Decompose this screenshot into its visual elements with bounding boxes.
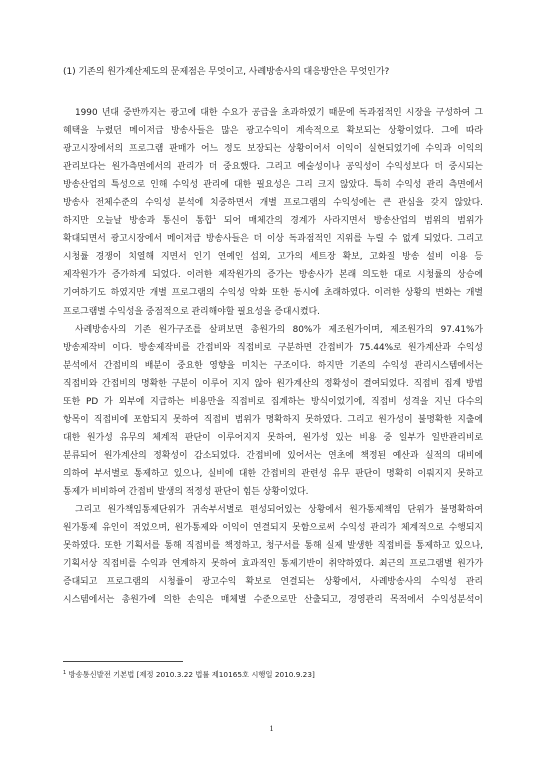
line-text: 분석에서 간접비의 배분이 중요한 영향을 미치는 구조이다. 하지만 기존의 수익성 관리시스템에서는 [63, 360, 483, 371]
paragraph-line [63, 122, 483, 140]
paragraph-line [63, 266, 483, 284]
line-text: 프로그램별 수익성을 중점적으로 관리해야할 필요성을 증대시켰다. [63, 306, 320, 317]
paragraph-line [63, 537, 483, 555]
paragraph-line [63, 212, 483, 230]
footnote-ref: 1 [212, 215, 217, 222]
page-number: 1 [269, 724, 274, 733]
line-text: 시청률 경쟁이 치열해 지면서 인기 연예인 섭외, 고가의 세트장 확보, 고화질 방송 설비 이용 등 [63, 252, 483, 263]
paragraph-line [63, 339, 483, 357]
paragraph-line [63, 519, 483, 537]
paragraph-line [63, 447, 483, 465]
line-text: 사례방송사의 기존 원가구조를 살펴보면 총원가의 80%가 제조원가이며, 제조원가의 97.41%가 [75, 324, 483, 335]
footnote [63, 670, 315, 680]
line-text: 기여하기도 하였지만 개별 프로그램의 수익성 악화 또한 동시에 초래하였다. 이러한 상황의 변화는 개별 [63, 288, 483, 299]
paragraph-line [63, 393, 483, 411]
footnote-text: 방송통신발전 기본법 [제정 2010.3.22 법률 제10165호 시행일 2010.9.23] [68, 670, 315, 679]
line-text: 되어 매체간의 경계가 사라지면서 방송산업의 범위의 범위가 [216, 216, 483, 227]
line-text: 광고시장에서의 프로그램 판매가 어느 정도 보장되는 상황이어서 이익이 실현되었기에 수익과 이익의 [63, 144, 483, 155]
footnote-marker: 1 [63, 670, 67, 676]
paragraph-line [63, 465, 483, 483]
paragraph-line [63, 230, 483, 248]
line-text: 대한 원가성 유무의 체계적 판단이 이루어지지 못하여, 원가성 있는 비용 중 일부가 일반관리비로 [63, 432, 483, 443]
line-text: 확대되면서 광고시장에서 메이저급 방송사들은 더 이상 독과점적인 지위를 누릴 수 없게 되었다. 그리고 [63, 234, 483, 245]
paragraph-line [63, 104, 483, 122]
line-text: 직접비와 간접비의 명확한 구분이 이루어 지지 않아 원가계산의 정확성이 결여되었다. 직접비 집계 방법 [63, 378, 483, 389]
footnote-divider [63, 661, 183, 662]
paragraph-line [63, 501, 483, 519]
line-text: 제작원가가 증가하게 되었다. 이러한 제작원가의 증가는 방송사가 본래 의도한 대로 시청률의 상승에 [63, 270, 483, 281]
line-text: 방송사 전체수준의 수익성 분석에 치중하면서 개별 프로그램의 수익성에는 큰 관심을 갖지 않았다. [63, 198, 483, 209]
line-text: 방송산업의 특성으로 인해 수익성 관리에 대한 필요성은 그리 크지 않았다. 특히 수익성 관리 측면에서 [63, 180, 483, 191]
line-text: 혜택을 누렸던 메이저급 방송사들은 많은 광고수익이 계속적으로 확보되는 상황이었다. 그에 따라 [63, 126, 483, 137]
paragraph-line [63, 158, 483, 176]
paragraph-line [63, 357, 483, 375]
paragraph-line [63, 429, 483, 447]
paragraph-line [63, 375, 483, 393]
paragraph-line [63, 555, 483, 573]
line-text: 의하여 부서별로 통제하고 있으나, 실비에 대한 간접비의 관련성 유무 판단이 명확히 이뤄지지 못하고 [63, 468, 483, 479]
paragraph-line [63, 284, 483, 302]
line-text: 방송제작비 이다. 방송제작비를 간접비와 직접비로 구분하면 간접비가 75.44%로 원가계산과 수익성 [63, 342, 483, 353]
paragraph-line [63, 321, 483, 339]
line-text: 못하였다. 또한 기획서를 통해 직접비를 책정하고, 청구서를 통해 실제 발생한 직접비를 통제하고 있으나, [63, 541, 483, 552]
paragraph-line [63, 303, 483, 321]
line-text: 하지만 오늘날 방송과 통신이 통합 [63, 216, 213, 227]
paragraph-line [63, 591, 483, 609]
paragraph-line [63, 483, 483, 501]
paragraph-line [63, 176, 483, 194]
line-text: 통제가 비비하여 간접비 발생의 적정성 판단이 힘든 상황이었다. [63, 486, 309, 497]
line-text: 1990 년대 중반까지는 광고에 대한 수요가 공급을 초과하였기 때문에 독과점적인 시장을 구성하여 그 [75, 108, 483, 118]
line-text: 항목이 직접비에 포함되지 못하여 직접비 범위가 명확하지 못하였다. 그리고 원가성이 불명확한 지출에 [63, 414, 483, 425]
paragraph-line [63, 573, 483, 591]
line-text: 그리고 원가책임통제단위가 귀속부서별로 편성되어있는 상황에서 원가통제책임 단위가 불명확하여 [75, 505, 483, 516]
body-text [63, 104, 483, 609]
line-text: 또한 PD 가 외부에 지급하는 비용만을 직접비로 집계하는 방식이었기에, 직접비 성격을 지닌 다수의 [63, 396, 483, 407]
paragraph-line [63, 248, 483, 266]
line-text: 기획서상 직접비를 수익과 연계하지 못하여 효과적인 통제기반이 취약하였다. 최근의 프로그램별 원가가 [63, 559, 483, 570]
paragraph-line [63, 140, 483, 158]
line-text: 원가통제 유인이 적었으며, 원가통제와 이익이 연결되지 못함으로써 수익성 관리가 체계적으로 수행되지 [63, 523, 483, 534]
section-heading: (1) 기존의 원가계산제도의 문제점은 무엇이고, 사례방송사의 대응방안은 무엇인가? [63, 67, 390, 77]
paragraph-line [63, 194, 483, 212]
line-text: 분류되어 원가계산의 정확성이 감소되었다. 간접비에 있어서는 연초에 책정된 예산과 실적의 대비에 [63, 450, 483, 461]
line-text: 시스템에서는 총원가에 의한 손익은 매체별 수준으로만 산출되고, 경영관리 목적에서 수익성분석이 [63, 595, 483, 606]
paragraph-line [63, 411, 483, 429]
line-text: 증대되고 프로그램의 시청률이 광고수익 확보로 연결되는 상황에서, 사례방송사의 수익성 관리 [63, 577, 483, 588]
line-text: 관리보다는 원가측면에서의 관리가 더 중요했다. 그리고 예술성이나 공익성이 수익성보다 더 중시되는 [63, 162, 483, 173]
